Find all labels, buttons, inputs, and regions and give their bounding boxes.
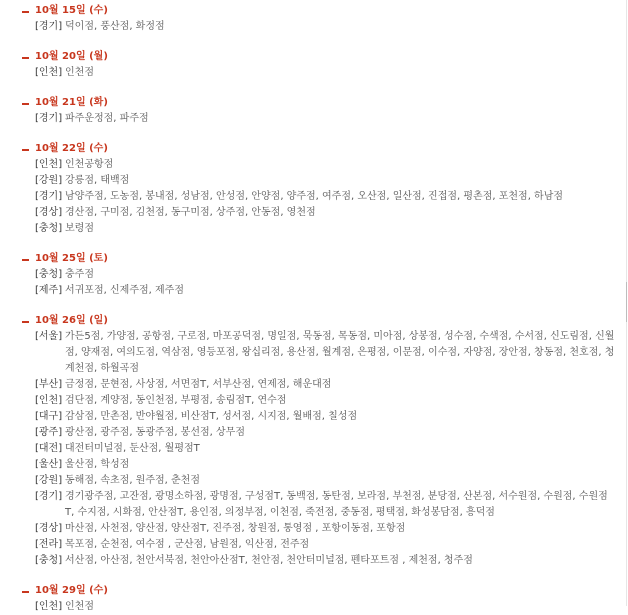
store-list: 검단점, 계양점, 동인천점, 부평점, 송림점T, 연수점 xyxy=(65,395,287,406)
date-section xyxy=(22,141,622,237)
region-row xyxy=(22,425,622,441)
store-list: 파주운정점, 파주점 xyxy=(65,113,149,124)
region-label: [충청] xyxy=(35,269,63,280)
date-section xyxy=(22,49,622,81)
date-section xyxy=(22,95,622,127)
region-label: [대구] xyxy=(35,411,63,422)
region-label: [경상] xyxy=(35,207,63,218)
dash-bullet-icon xyxy=(22,259,29,261)
region-row xyxy=(22,489,622,521)
region-label: [인천] xyxy=(35,601,63,612)
date-heading xyxy=(22,141,622,157)
date-label: 10월 29일 (수) xyxy=(35,585,108,596)
date-label: 10월 26일 (일) xyxy=(35,315,108,326)
scrollbar-thumb[interactable] xyxy=(626,282,627,322)
region-row xyxy=(22,283,622,299)
date-section xyxy=(22,251,622,299)
region-row xyxy=(22,267,622,283)
dash-bullet-icon xyxy=(22,103,29,105)
store-list: 보령점 xyxy=(65,223,94,234)
date-heading xyxy=(22,313,622,329)
store-list: 강릉점, 태백점 xyxy=(65,175,130,186)
region-row xyxy=(22,441,622,457)
region-row xyxy=(22,173,622,189)
region-row xyxy=(22,409,622,425)
region-row xyxy=(22,457,622,473)
store-list: 광산점, 광주점, 동광주점, 봉선점, 상무점 xyxy=(65,427,245,438)
region-row xyxy=(22,111,622,127)
region-row xyxy=(22,19,622,35)
region-label: [전라] xyxy=(35,539,63,550)
date-section xyxy=(22,583,622,615)
store-list: 인천공항점 xyxy=(65,159,114,170)
store-list: 목포점, 순천점, 여수점 , 군산점, 남원점, 익산점, 전주점 xyxy=(65,539,310,550)
dash-bullet-icon xyxy=(22,321,29,323)
date-heading xyxy=(22,251,622,267)
store-list: 감삼점, 만촌점, 반야월점, 비산점T, 성서점, 시지점, 월배점, 칠성점 xyxy=(65,411,358,422)
store-list: 서귀포점, 신제주점, 제주점 xyxy=(65,285,184,296)
store-list: 마산점, 사천점, 양산점, 양산점T, 진주점, 창원점, 통영점 , 포항이동점, 포항점 xyxy=(65,523,406,534)
date-label: 10월 22일 (수) xyxy=(35,143,108,154)
region-label: [경기] xyxy=(35,191,63,202)
date-heading xyxy=(22,95,622,111)
region-row xyxy=(22,189,622,205)
store-list: 인천점 xyxy=(65,67,94,78)
region-row xyxy=(22,537,622,553)
region-label: [인천] xyxy=(35,159,63,170)
region-row xyxy=(22,65,622,81)
store-list: 덕이점, 풍산점, 화정점 xyxy=(65,21,165,32)
region-label: [인천] xyxy=(35,395,63,406)
region-row xyxy=(22,329,622,377)
region-label: [충청] xyxy=(35,223,63,234)
region-label: [경상] xyxy=(35,523,63,534)
date-label: 10월 21일 (화) xyxy=(35,97,108,108)
dash-bullet-icon xyxy=(22,149,29,151)
region-row xyxy=(22,393,622,409)
region-row xyxy=(22,599,622,615)
region-row xyxy=(22,553,622,569)
region-label: [제주] xyxy=(35,285,63,296)
region-label: [광주] xyxy=(35,427,63,438)
region-label: [충청] xyxy=(35,555,63,566)
region-label: [경기] xyxy=(35,113,63,124)
region-row xyxy=(22,205,622,221)
dash-bullet-icon xyxy=(22,591,29,593)
region-row xyxy=(22,521,622,537)
region-label: [부산] xyxy=(35,379,63,390)
region-row xyxy=(22,157,622,173)
store-list: 가든5점, 가양점, 공항점, 구로점, 마포공덕점, 명일점, 묵동점, 목동점, 미아점, 상봉점, 성수점, 수색점, 수서점, 신도림점, 신월점, 양재점, 여의도점, 역삼점, 영등포점, 왕십리점, 용산점, 월계점, 은평점, 이문점, 이수점, 자양점, 장안점, 창동점, 천호점, 청계천점, 하월곡점 xyxy=(65,331,615,374)
region-label: [경기] xyxy=(35,21,63,32)
store-list: 경산점, 구미점, 김천점, 동구미점, 상주점, 안동점, 영천점 xyxy=(65,207,316,218)
date-heading xyxy=(22,3,622,19)
dash-bullet-icon xyxy=(22,11,29,13)
store-list: 남양주점, 도농점, 봉내점, 성남점, 안성점, 안양점, 양주점, 여주점, 오산점, 일산점, 진접점, 평촌점, 포천점, 하남점 xyxy=(65,191,564,202)
date-label: 10월 15일 (수) xyxy=(35,5,108,16)
store-list: 인천점 xyxy=(65,601,94,612)
date-section xyxy=(22,3,622,35)
region-label: [강원] xyxy=(35,475,63,486)
store-list: 서산점, 아산점, 천안서북점, 천안아산점T, 천안점, 천안터미널점, 펜타포트점 , 제천점, 청주점 xyxy=(65,555,473,566)
date-label: 10월 20일 (월) xyxy=(35,51,108,62)
dash-bullet-icon xyxy=(22,57,29,59)
region-row xyxy=(22,377,622,393)
region-label: [인천] xyxy=(35,67,63,78)
store-list: 대전터미널점, 둔산점, 월평점T xyxy=(65,443,200,454)
date-heading xyxy=(22,583,622,599)
store-list: 동해점, 속초점, 원주점, 춘천점 xyxy=(65,475,200,486)
region-row xyxy=(22,473,622,489)
region-label: [대전] xyxy=(35,443,63,454)
region-label: [경기] xyxy=(35,491,63,502)
region-label: [울산] xyxy=(35,459,63,470)
date-section xyxy=(22,313,622,569)
store-list: 울산점, 학성점 xyxy=(65,459,130,470)
store-list: 경기광주점, 고잔점, 광명소하점, 광명점, 구성점T, 동백점, 동탄점, 보라점, 부천점, 분당점, 산본점, 서수원점, 수원점, 수원점T, 수지점, 시화점, 안산점T, 용인점, 의정부점, 이천점, 죽전점, 중동점, 평택점, 화성봉담점, 흥덕점 xyxy=(65,491,608,518)
region-label: [서울] xyxy=(35,331,63,342)
region-row xyxy=(22,221,622,237)
region-label: [강원] xyxy=(35,175,63,186)
date-label: 10월 25일 (토) xyxy=(35,253,108,264)
store-list: 충주점 xyxy=(65,269,94,280)
date-heading xyxy=(22,49,622,65)
store-list: 금정점, 문현점, 사상점, 서면점T, 서부산점, 연제점, 해운대점 xyxy=(65,379,332,390)
